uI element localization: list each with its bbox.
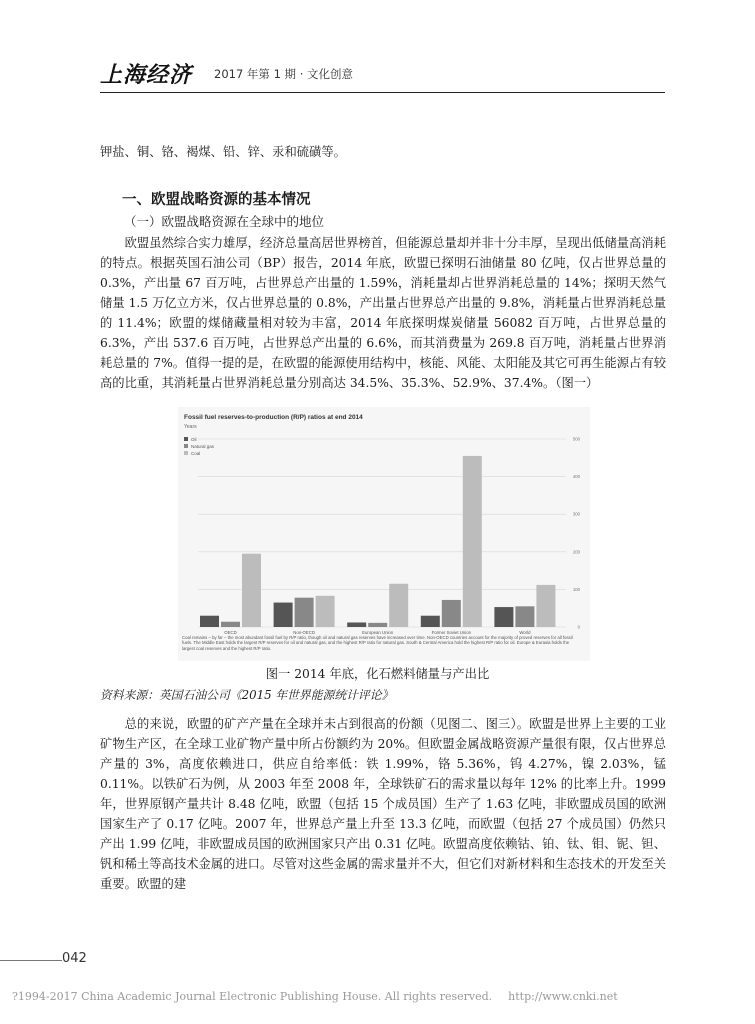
figure-1-chart — [178, 407, 590, 661]
x-tick-label: World — [519, 630, 531, 635]
bar-former-soviet-union-coal — [463, 456, 482, 627]
issue-info: 2017 年第 1 期 · 文化创意 — [214, 67, 354, 81]
bar-non-oecd-natural-gas — [295, 598, 314, 627]
bar-oecd-coal — [242, 554, 261, 627]
page-number-rule — [0, 960, 62, 961]
y-tick-label: 200 — [572, 549, 580, 555]
chart-note: Coal remains – by far – the most abundant fossil fuel by R/P ratio, though oil and natural gas reserves have increased over time. Non-OECD countries account for the majority of proved reserves for all fossil fuels. The Middle East holds the largest R/P reserves for oil and natural gas, and the highest R/P ratio for natural gas. South & Central America hold the highest R/P ratio for oil. Europe & Eurasia holds the largest coal reserves and the highest R/P ratio. — [182, 635, 573, 651]
chart-title: Fossil fuel reserves-to-production (R/P) ratios at end 2014 — [184, 414, 363, 421]
bar-world-oil — [494, 607, 513, 627]
figure-caption: 图一 2014 年底，化石燃料储量与产出比 — [265, 667, 490, 681]
chart-subtitle: Years — [184, 424, 197, 430]
y-tick-label: 300 — [572, 511, 580, 517]
bar-european-union-natural-gas — [368, 623, 387, 627]
legend-label-1: Natural gas — [191, 444, 215, 449]
figure-source: 资料来源：英国石油公司《2015 年世界能源统计评论》 — [100, 688, 394, 702]
paragraph-1: 欧盟虽然综合实力雄厚，经济总量高居世界榜首，但能源总量却并非十分丰厚，呈现出低储量高消耗的特点。根据英国石油公司（BP）报告，2014 年底，欧盟已探明石油储量 80 亿吨，仅占世界总量的 0.3%，产出量 67 百万吨，占世界总产出量的 1.59%，消耗量却占世界消耗总量的 14%；探明天然气储量 1.5 万亿立方米，仅占世界总量的 0.8%，产出量占世界总产出量的 9.8%，消耗量占世界消耗总量的 11.4%；欧盟的煤储藏量相对较为丰富，2014 年底探明煤炭储量 56082 百万吨，占世界总量的 6.3%，产出 537.6 百万吨，占世界总产出量的 6.6%，而其消费量为 269.8 百万吨，消耗量占世界消耗总量的 7%。值得一提的是，在欧盟的能源使用结构中，核能、风能、太阳能及其它可再生能源占有较高的比重，其消耗量占世界消耗总量分别高达 34.5%、35.3%、52.9%、37.4%。（图一） — [100, 236, 666, 390]
cnki-url: http://www.cnki.net — [508, 990, 618, 1003]
x-tick-label: European Union — [362, 630, 394, 635]
bar-non-oecd-oil — [274, 603, 293, 627]
copyright-line — [12, 990, 618, 1003]
bar-oecd-oil — [200, 616, 219, 627]
section-heading: 一、欧盟战略资源的基本情况 — [122, 192, 311, 208]
y-tick-label: 400 — [572, 474, 580, 480]
bar-european-union-coal — [389, 584, 408, 627]
page-number: 042 — [62, 951, 87, 966]
bar-non-oecd-coal — [316, 596, 335, 627]
bar-world-natural-gas — [515, 606, 534, 627]
y-tick-label: 500 — [572, 436, 580, 442]
bar-world-coal — [536, 585, 555, 627]
bar-former-soviet-union-oil — [421, 616, 440, 627]
legend-label-0: Oil — [191, 437, 197, 442]
header-rule — [100, 92, 665, 93]
x-tick-label: Former Soviet Union — [431, 630, 472, 635]
bar-former-soviet-union-natural-gas — [442, 600, 461, 627]
legend-label-2: Coal — [191, 451, 201, 456]
copyright-text: ?1994-2017 China Academic Journal Electronic Publishing House. All rights reserved. — [12, 990, 493, 1003]
legend-swatch-0 — [184, 437, 188, 441]
bar-european-union-oil — [347, 622, 366, 627]
journal-logo: 上海经济 — [100, 62, 193, 88]
x-tick-label: Non-OECD — [293, 630, 315, 635]
running-header — [100, 58, 660, 92]
continued-text: 钾盐、铜、铬、褐煤、铅、锌、汞和硫磺等。 — [100, 145, 346, 159]
legend-swatch-1 — [184, 444, 188, 448]
x-tick-label: OECD — [224, 630, 237, 635]
subsection-heading: （一）欧盟战略资源在全球中的地位 — [124, 214, 325, 229]
paragraph-2: 总的来说，欧盟的矿产产量在全球并未占到很高的份额（见图二、图三）。欧盟是世界上主要的工业矿物生产区，在全球工业矿物产量中所占份额约为 20%。但欧盟金属战略资源产量很有限，仅占世界总产量的 3%，高度依赖进口，供应自给率低：铁 1.99%，铬 5.36%，钨 4.27%，镍 2.03%，锰 0.11%。以铁矿石为例，从 2003 年至 2008 年，全球铁矿石的需求量以每年 12% 的比率上升。1999 年，世界原钢产量共计 8.48 亿吨，欧盟（包括 15 个成员国）生产了 1.63 亿吨，非欧盟成员国的欧洲国家生产了 0.17 亿吨。2007 年，世界总产量上升至 13.3 亿吨，而欧盟（包括 27 个成员国）仍然只产出 1.99 亿吨，非欧盟成员国的欧洲国家只产出 0.31 亿吨。欧盟高度依赖钴、铂、钛、钼、铌、钽、钒和稀土等高技术金属的进口。尽管对这些金属的需求量并不大，但它们对新材料和生态技术的开发至关重要。欧盟的建 — [100, 717, 666, 891]
y-tick-label: 100 — [572, 586, 580, 592]
y-tick-label: 0 — [577, 624, 580, 630]
bar-oecd-natural-gas — [221, 622, 240, 627]
legend-swatch-2 — [184, 451, 188, 455]
